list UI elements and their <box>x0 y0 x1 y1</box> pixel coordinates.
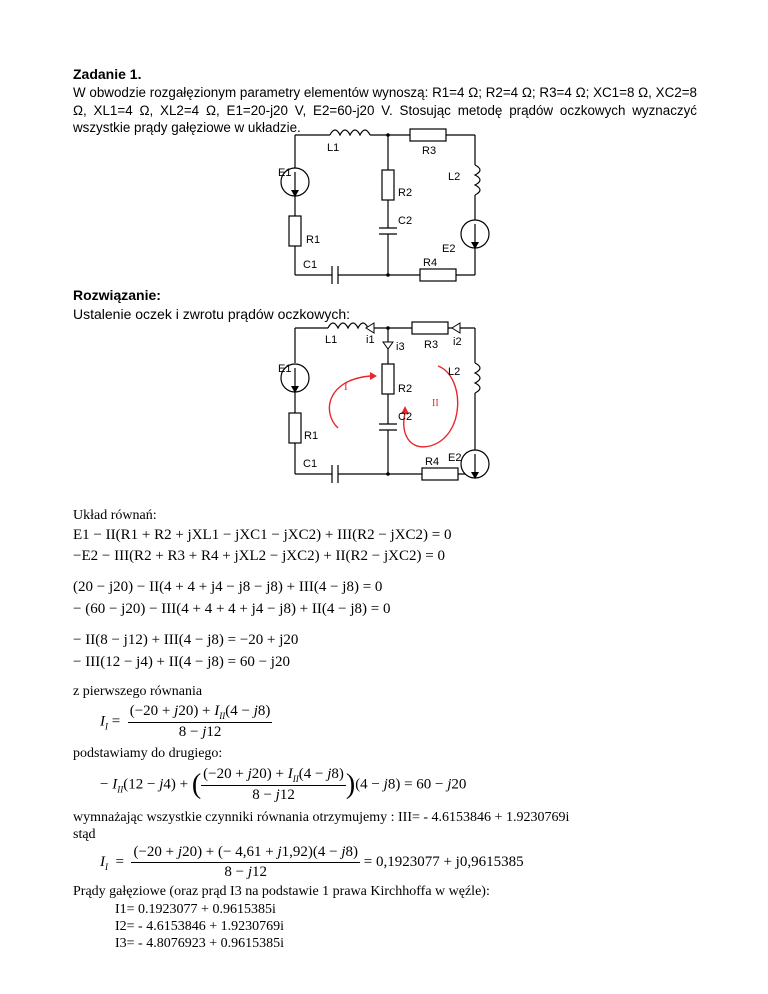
equation-reduced-1: − II(8 − j12) + III(4 − j8) = −20 + j20 <box>73 632 299 648</box>
solution-subheading: Ustalenie oczek i zwrotu prądów oczkowych: <box>73 306 351 322</box>
label-r3: R3 <box>424 339 439 351</box>
result-ii-equation: $I_I$ = $\frac{(-20 + j20) + (- 4,61 + j1,92)(4 - j8)}{8 - j12}$ = 0,1923077 + j0,9615385 <box>100 844 524 880</box>
equation-numeric-2: − (60 − j20) − III(4 + 4 + 4 + j4 − j8) + II(4 − j8) = 0 <box>73 601 391 617</box>
inductor-l2 <box>475 165 480 195</box>
loop-current-i <box>329 376 370 428</box>
label-i3: i3 <box>396 341 405 353</box>
label-r3: R3 <box>422 145 437 157</box>
label-c1: C1 <box>303 458 318 470</box>
label-i1: i1 <box>366 334 375 346</box>
label-r2: R2 <box>398 187 413 199</box>
resistor-r4 <box>420 269 456 281</box>
current-i2: I2= - 4.6153846 + 1.9230769i <box>115 919 285 934</box>
label-r4: R4 <box>425 456 440 468</box>
label-loop-ii: II <box>432 398 439 409</box>
current-i3: I3= - 4.8076923 + 0.9615385i <box>115 936 285 951</box>
label-c1: C1 <box>303 259 318 271</box>
from-first-label: z pierwszego równania <box>73 684 203 699</box>
label-r4: R4 <box>423 257 438 269</box>
task-title: Zadanie 1. <box>73 66 142 82</box>
resistor-r2 <box>382 170 394 200</box>
solution-heading: Rozwiązanie: <box>73 287 161 303</box>
label-l2: L2 <box>448 171 461 183</box>
hence-label: stąd <box>73 827 96 842</box>
resistor-r1 <box>289 216 301 246</box>
inductor-l1 <box>330 130 370 135</box>
system-label: Układ równań: <box>73 508 157 523</box>
equation-reduced-2: − III(12 − j4) + II(4 − j8) = 60 − j20 <box>73 654 290 670</box>
label-e2: E2 <box>448 452 462 464</box>
current-i1: I1= 0.1923077 + 0.9615385i <box>115 902 276 917</box>
loop-current-ii <box>404 366 461 447</box>
task-text: W obwodzie rozgałęzionym parametry elementów wynoszą: R1=4 Ω; R2=4 Ω; R3=4 Ω; XC1=8 Ω, XC2=8 Ω, XL1=4 Ω, XL2=4 Ω, E1=20-j20 V, E2=60-j20 V. Stosując metodę prądów oczkowych wyznaczyć wszystkie prądy gałęziowe w układzie. <box>73 85 697 135</box>
label-c2: C2 <box>398 215 413 227</box>
label-l1: L1 <box>327 142 340 154</box>
resistor-r3 <box>410 129 446 141</box>
result-ii-value: = 0,1923077 + j0,9615385 <box>363 853 524 870</box>
label-r1: R1 <box>306 234 321 246</box>
label-i2: i2 <box>453 336 462 348</box>
label-r2: R2 <box>398 383 413 395</box>
substituted-equation: − $I_{II}(12 - j4)$ + ( $\frac{(-20 + j20) + I_{II}(4 - j8)}{8 - j12}$ )(4 − j8) = 60 − j20 <box>100 766 467 803</box>
label-r1: R1 <box>304 430 319 442</box>
equation-2: −E2 − III(R2 + R3 + R4 + jXL2 − jXC2) + II(R2 − jXC2) = 0 <box>73 548 445 564</box>
label-e1: E1 <box>278 167 292 179</box>
label-e2: E2 <box>442 243 456 255</box>
circuit-diagram-2 <box>270 318 500 488</box>
label-l1: L1 <box>325 334 338 346</box>
label-e1: E1 <box>278 363 292 375</box>
label-loop-i: I <box>344 381 348 393</box>
substitute-label: podstawiamy do drugiego: <box>73 746 223 761</box>
equation-numeric-1: (20 − j20) − II(4 + 4 + j4 − j8 − j8) + III(4 − j8) = 0 <box>73 579 383 595</box>
label-l2: L2 <box>448 366 461 378</box>
fraction-ii: $I_I$ = $\frac{(-20 + j20) + I_{II}(4 - j8)}{8 - j12}$ <box>100 703 271 740</box>
label-c2: C2 <box>398 411 413 423</box>
equation-1: E1 − II(R1 + R2 + jXL1 − jXC1 − jXC2) + III(R2 − jXC2) = 0 <box>73 527 452 543</box>
branch-currents-label: Prądy gałęziowe (oraz prąd I3 na podstawie 1 prawa Kirchhoffa w węźle): <box>73 884 490 899</box>
circuit-diagram-1 <box>270 120 500 290</box>
multiply-label: wymnażając wszystkie czynniki równania otrzymujemy : III= - 4.6153846 + 1.9230769i <box>73 810 570 825</box>
